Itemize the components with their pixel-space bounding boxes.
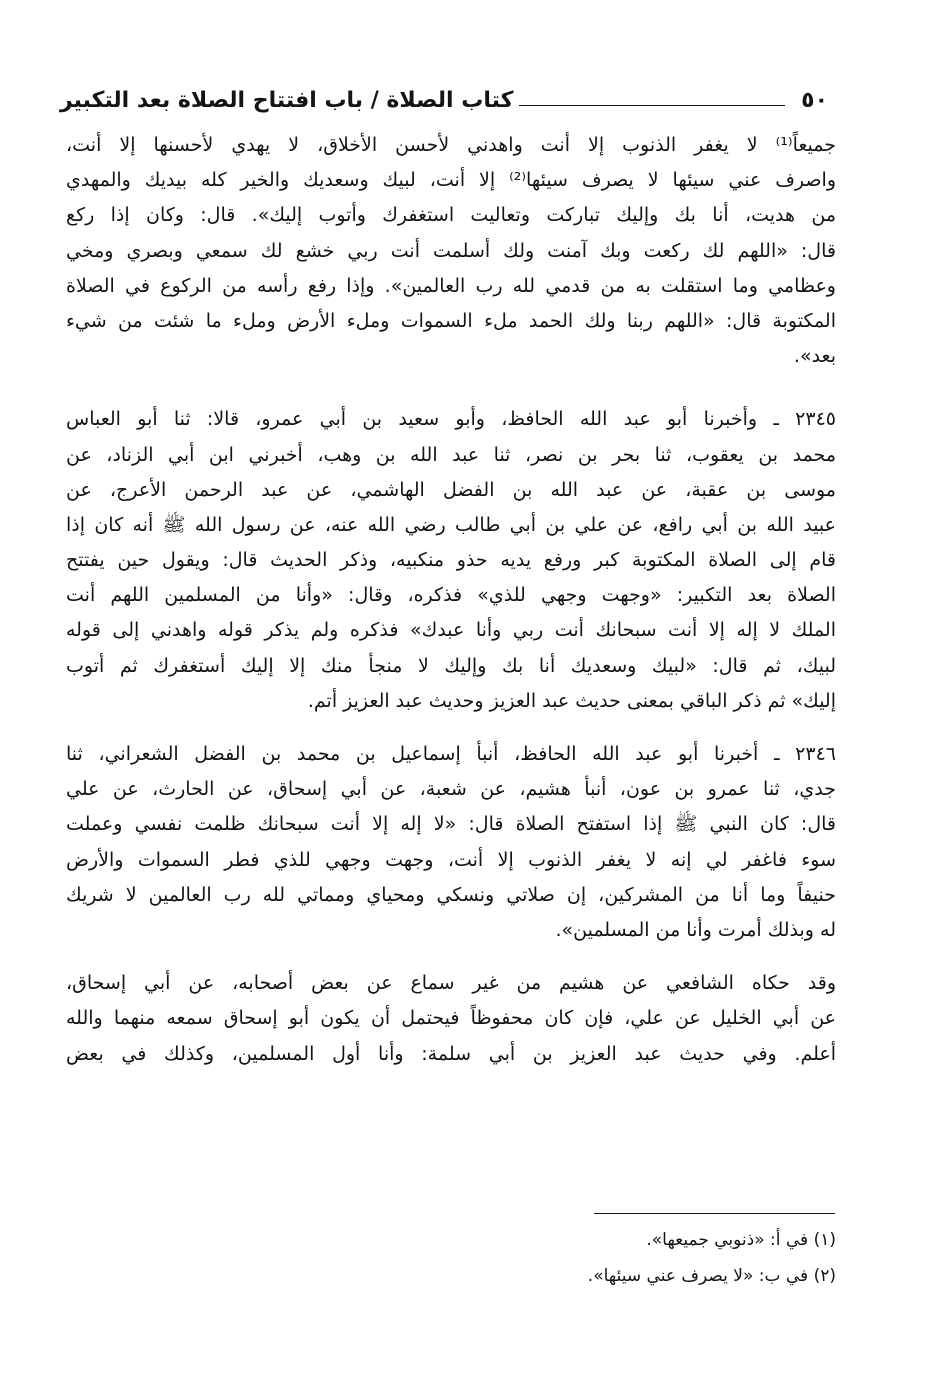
header-rule	[519, 105, 785, 106]
text-line: أعلم. وفي حديث عبد العزيز بن أبي سلمة: وأنا أول المسلمين، وكذلك في بعض	[66, 1042, 836, 1065]
hadith-2346	[66, 737, 836, 948]
text-line: قال: كان النبي ﷺ إذا استفتح الصلاة قال: «لا إله إلا أنت سبحانك ظلمت نفسي وعملت	[66, 813, 836, 836]
paragraph-gap	[66, 374, 836, 402]
text-line: محمد بن يعقوب، ثنا بحر بن نصر، ثنا عبد الله بن وهب، أخبرني ابن أبي الزناد، عن	[66, 443, 836, 466]
text-line: وقد حكاه الشافعي عن هشيم من غير سماع عن بعض أصحابه، عن أبي إسحاق،	[66, 972, 836, 995]
page-header	[60, 80, 828, 116]
text-line: حنيفاً وما أنا من المشركين، إن صلاتي ونسكي ومحياي ومماتي لله رب العالمين لا شريك	[66, 883, 836, 906]
paragraph-gap	[66, 719, 836, 737]
text-line: جدي، ثنا عمرو بن عون، أنبأ هشيم، عن شعبة، عن أبي إسحاق، عن الحارث، عن علي	[66, 778, 836, 801]
footnotes	[400, 1222, 836, 1294]
footnote-2: (٢) في ب: «لا يصرف عني سيئها».	[587, 1266, 836, 1286]
text-line: واصرف عني سيئها لا يصرف سيئها⁽²⁾ إلا أنت، لبيك وسعديك والخير كله بيديك والمهدي	[66, 169, 836, 192]
text-line: ٢٣٤٥ ـ وأخبرنا أبو عبد الله الحافظ، وأبو سعيد بن أبي عمرو، قالا: ثنا أبو العباس	[66, 408, 836, 431]
paragraph-continuation	[66, 128, 836, 374]
text-line: موسى بن عقبة، عن عبد الله بن الفضل الهاشمي، عن عبد الرحمن الأعرج، عن	[66, 478, 836, 501]
footnote-rule	[594, 1213, 835, 1214]
running-title: كتاب الصلاة / باب افتتاح الصلاة بعد التكبير	[60, 88, 514, 113]
text-line: الملك لا إله إلا أنت سبحانك أنت ربي وأنا عبدك» فذكره ولم يذكر قوله واهدني إلى قوله	[66, 619, 836, 642]
text-line: عن أبي الخليل عن علي، فإن كان محفوظاً فيحتمل أن يكون أبو إسحاق سمعه منهما والله	[66, 1007, 836, 1030]
text-line: له وبذلك أمرت وأنا من المسلمين».	[555, 918, 836, 941]
text-line: المكتوبة قال: «اللهم ربنا ولك الحمد ملء السموات وملء الأرض وملء ما شئت من شيء	[66, 309, 836, 332]
page-number: ٥٠	[801, 88, 828, 113]
text-line: الصلاة بعد التكبير: «وجهت وجهي للذي» فذكره، وقال: «وأنا من المسلمين اللهم أنت	[66, 584, 836, 607]
text-line: بعد».	[793, 345, 836, 368]
text-line: من هديت، أنا بك وإليك تباركت وتعاليت استغفرك وأتوب إليك». قال: وكان إذا ركع	[66, 204, 836, 227]
text-line: عبيد الله بن أبي رافع، عن علي بن أبي طالب رضي الله عنه، عن رسول الله ﷺ أنه كان إذا	[66, 513, 836, 536]
paragraph-gap	[66, 948, 836, 966]
text-line: سوء فاغفر لي إنه لا يغفر الذنوب إلا أنت، وجهت وجهي للذي فطر السموات والأرض	[66, 848, 836, 871]
footnote-1: (١) في أ: «ذنوبي جميعها».	[646, 1230, 836, 1250]
text-line: قام إلى الصلاة المكتوبة كبر ورفع يديه حذو منكبيه، وذكر الحديث قال: ويقول حين يفتتح	[66, 549, 836, 572]
text-line: وعظامي وما استقلت به من قدمي لله رب العالمين». وإذا رفع رأسه من الركوع في الصلاة	[66, 274, 836, 297]
text-line: قال: «اللهم لك ركعت وبك آمنت ولك أسلمت أنت ربي خشع لك سمعي وبصري ومخي	[66, 239, 836, 262]
text-line: إليك» ثم ذكر الباقي بمعنى حديث عبد العزيز وحديث عبد العزيز أتم.	[307, 689, 836, 712]
commentary-paragraph	[66, 966, 836, 1072]
text-line: جميعاً⁽¹⁾ لا يغفر الذنوب إلا أنت واهدني لأحسن الأخلاق، لا يهدي لأحسنها إلا أنت،	[66, 134, 836, 156]
text-line: ٢٣٤٦ ـ أخبرنا أبو عبد الله الحافظ، أنبأ إسماعيل بن محمد بن الفضل الشعراني، ثنا	[66, 743, 836, 765]
main-text	[66, 128, 836, 1072]
hadith-2345	[66, 402, 836, 719]
text-line: لبيك، ثم قال: «لبيك وسعديك أنا بك وإليك لا منجأ منك إلا إليك أستغفرك ثم أتوب	[66, 654, 836, 677]
